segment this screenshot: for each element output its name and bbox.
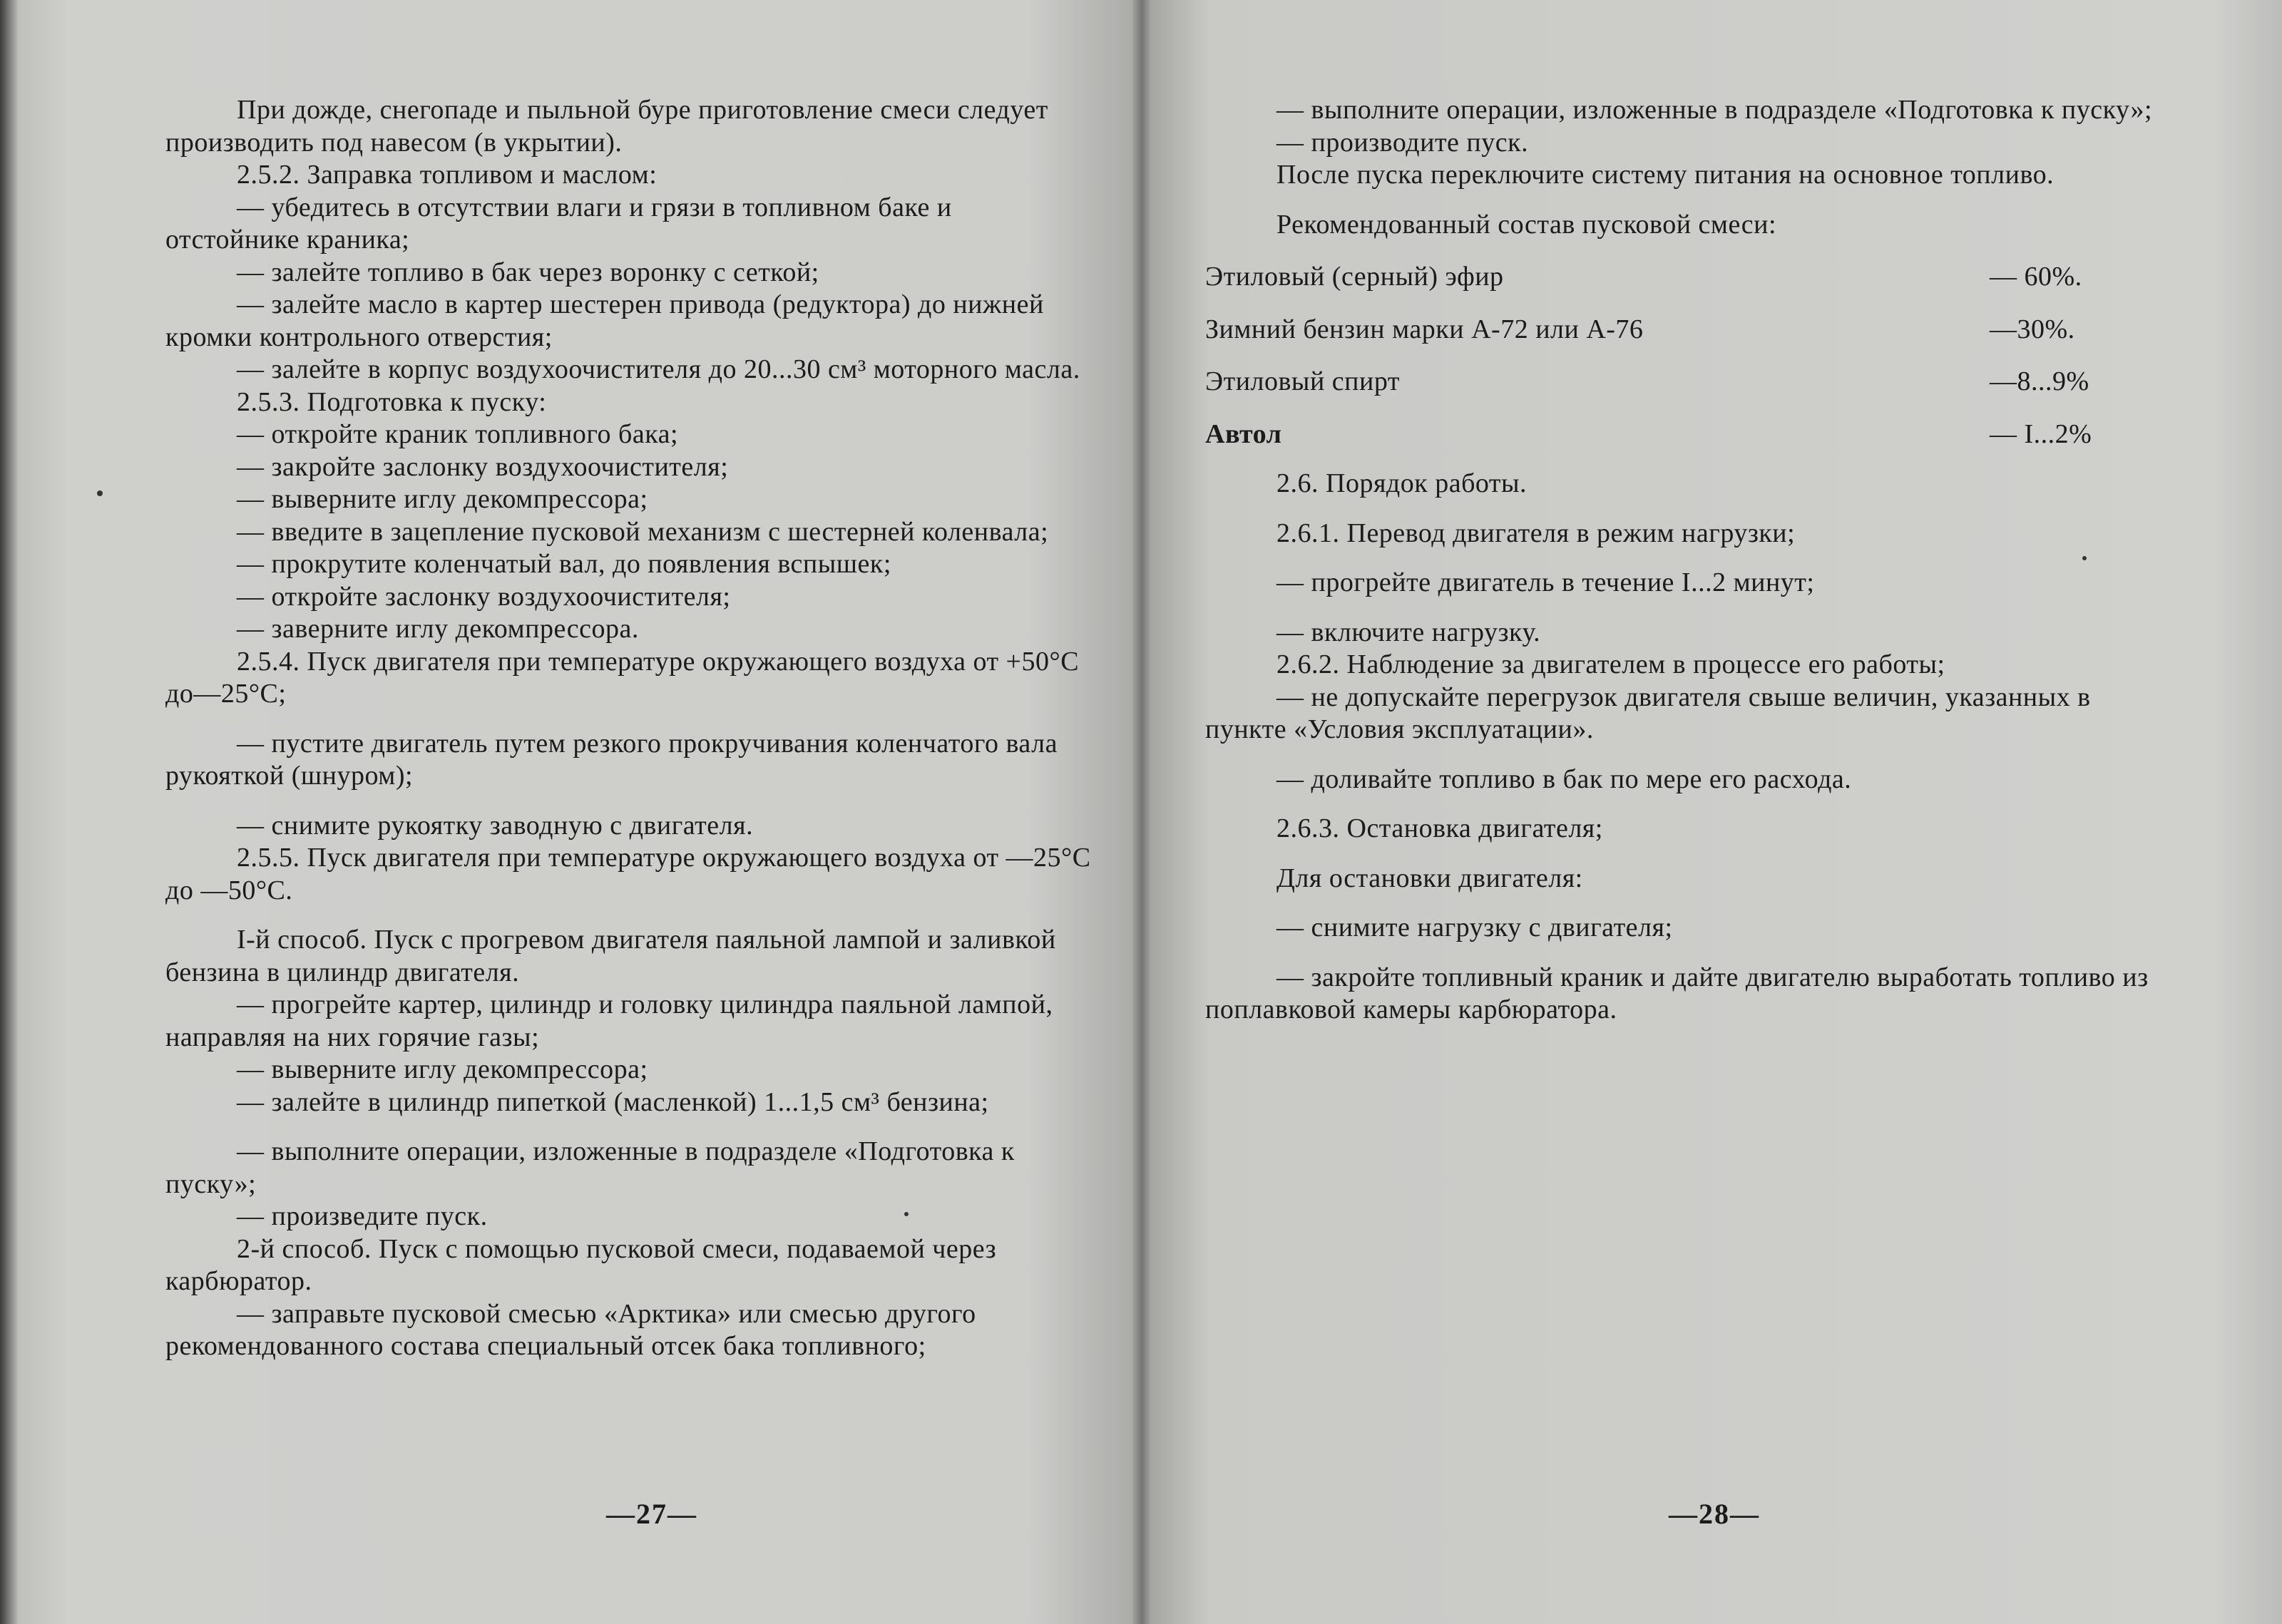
mixture-row [1205, 418, 2154, 451]
mixture-title: Рекомендованный состав пусковой смеси: [1276, 209, 1777, 240]
page-number: —28— [1669, 1498, 1760, 1530]
print-speck [904, 1212, 909, 1216]
mixture-component: Этиловый (серный) эфир [1205, 262, 1504, 292]
right-page-text [1205, 94, 2154, 1027]
list-item: — включите нагрузку. [1276, 617, 1541, 647]
section-heading: 2.6.2. Наблюдение за двигателем в процессе его работы; [1276, 649, 1945, 679]
mixture-share: —30%. [1990, 314, 2075, 344]
list-item: — снимите рукоятку заводную с двигателя. [237, 810, 754, 841]
list-item: — производите пуск. [1276, 127, 1529, 158]
mixture-component: Автол [1205, 418, 1282, 449]
paragraph: После пуска переключите систему питания на основное топливо. [1276, 160, 2055, 190]
section-heading: 2.5.4. Пуск двигателя при температуре окружающего воздуха от +50°С до—25°С; [165, 646, 1080, 709]
book-gutter [1132, 0, 1150, 1624]
list-item: — прогрейте картер, цилиндр и головку цилиндра паяльной лампой, направляя на них горячие газы; [165, 990, 1053, 1052]
section-heading: 2.6.3. Остановка двигателя; [1276, 813, 1603, 843]
list-item: — не допускайте перегрузок двигателя свыше величин, указанных в пункте «Условия эксплуатации». [1205, 682, 2091, 744]
list-item: — залейте в корпус воздухоочистителя до 20...30 см³ моторного масла. [237, 354, 1080, 384]
list-item: — откройте заслонку воздухоочистителя; [237, 581, 731, 612]
starting-mixture-table [1205, 209, 2154, 451]
list-item: — заверните иглу декомпрессора. [237, 614, 639, 644]
book-edge-shadow [0, 0, 19, 1624]
list-item: — выверните иглу декомпрессора; [237, 1054, 648, 1084]
mixture-row [1205, 366, 2154, 399]
print-speck [97, 490, 103, 496]
list-item: — выполните операции, изложенные в подразделе «Подготовка к пуску»; [165, 1136, 1015, 1199]
section-heading: 2.6. Порядок работы. [1276, 468, 1528, 498]
list-item: — залейте масло в картер шестерен привода (редуктора) до нижней кромки контрольного отверстия; [165, 289, 1044, 352]
list-item: — закройте заслонку воздухоочистителя; [237, 451, 729, 482]
mixture-component: Зимний бензин марки А-72 или А-76 [1205, 314, 1644, 344]
list-item: — залейте в цилиндр пипеткой (масленкой) 1...1,5 см³ бензина; [237, 1086, 989, 1117]
list-item: — произведите пуск. [237, 1201, 488, 1231]
print-speck [2082, 556, 2087, 560]
list-item: — откройте краник топливного бака; [237, 419, 679, 449]
list-item: — снимите нагрузку с двигателя; [1276, 913, 1673, 942]
mixture-share: —8...9% [1990, 366, 2089, 396]
mixture-component: Этиловый спирт [1205, 366, 1400, 396]
section-heading: 2.6.1. Перевод двигателя в режим нагрузки; [1276, 518, 1796, 548]
mixture-share: — 60%. [1990, 262, 2082, 292]
list-item: — выверните иглу декомпрессора; [237, 484, 648, 514]
list-item: — выполните операции, изложенные в подразделе «Подготовка к пуску»; [1276, 95, 2152, 125]
list-item: — введите в зацепление пусковой механизм с шестерней коленвала; [237, 516, 1049, 547]
right-page [1141, 0, 2282, 1624]
left-page-text [165, 94, 1093, 1363]
list-item: — убедитесь в отсутствии влаги и грязи в топливном баке и отстойнике краника; [165, 192, 952, 255]
list-item: — заправьте пусковой смесью «Арктика» или смесью другого рекомендованного состава специальный отсек бака топливного; [165, 1298, 976, 1361]
mixture-row [1205, 314, 2154, 346]
section-heading: 2.5.2. Заправка топливом и маслом: [237, 160, 658, 190]
paragraph: При дожде, снегопаде и пыльной буре приготовление смеси следует производить под навесом (в укрытии). [165, 95, 1048, 158]
section-heading: 2.5.3. Подготовка к пуску: [237, 386, 547, 417]
list-item: — залейте топливо в бак через воронку с сеткой; [237, 257, 819, 287]
paragraph: 2-й способ. Пуск с помощью пусковой смеси, подаваемой через карбюратор. [165, 1233, 997, 1296]
list-item: — пустите двигатель путем резкого прокручивания коленчатого вала рукояткой (шнуром); [165, 728, 1058, 791]
list-item: — закройте топливный краник и дайте двигателю выработать топливо из поплавковой камеры карбюратора. [1205, 962, 2149, 1024]
mixture-share: — I...2% [1990, 418, 2092, 449]
list-item: — прогрейте двигатель в течение I...2 минут; [1276, 567, 1815, 597]
paragraph: I-й способ. Пуск с прогревом двигателя паяльной лампой и заливкой бензина в цилиндр двигателя. [165, 925, 1056, 987]
list-item: — прокрутите коленчатый вал, до появления вспышек; [237, 549, 891, 579]
section-heading: 2.5.5. Пуск двигателя при температуре окружающего воздуха от —25°С до —50°С. [165, 843, 1091, 905]
page-number: —27— [606, 1498, 697, 1530]
list-item: — доливайте топливо в бак по мере его расхода. [1276, 764, 1852, 794]
paragraph: Для остановки двигателя: [1276, 863, 1583, 893]
mixture-row [1205, 261, 2154, 294]
